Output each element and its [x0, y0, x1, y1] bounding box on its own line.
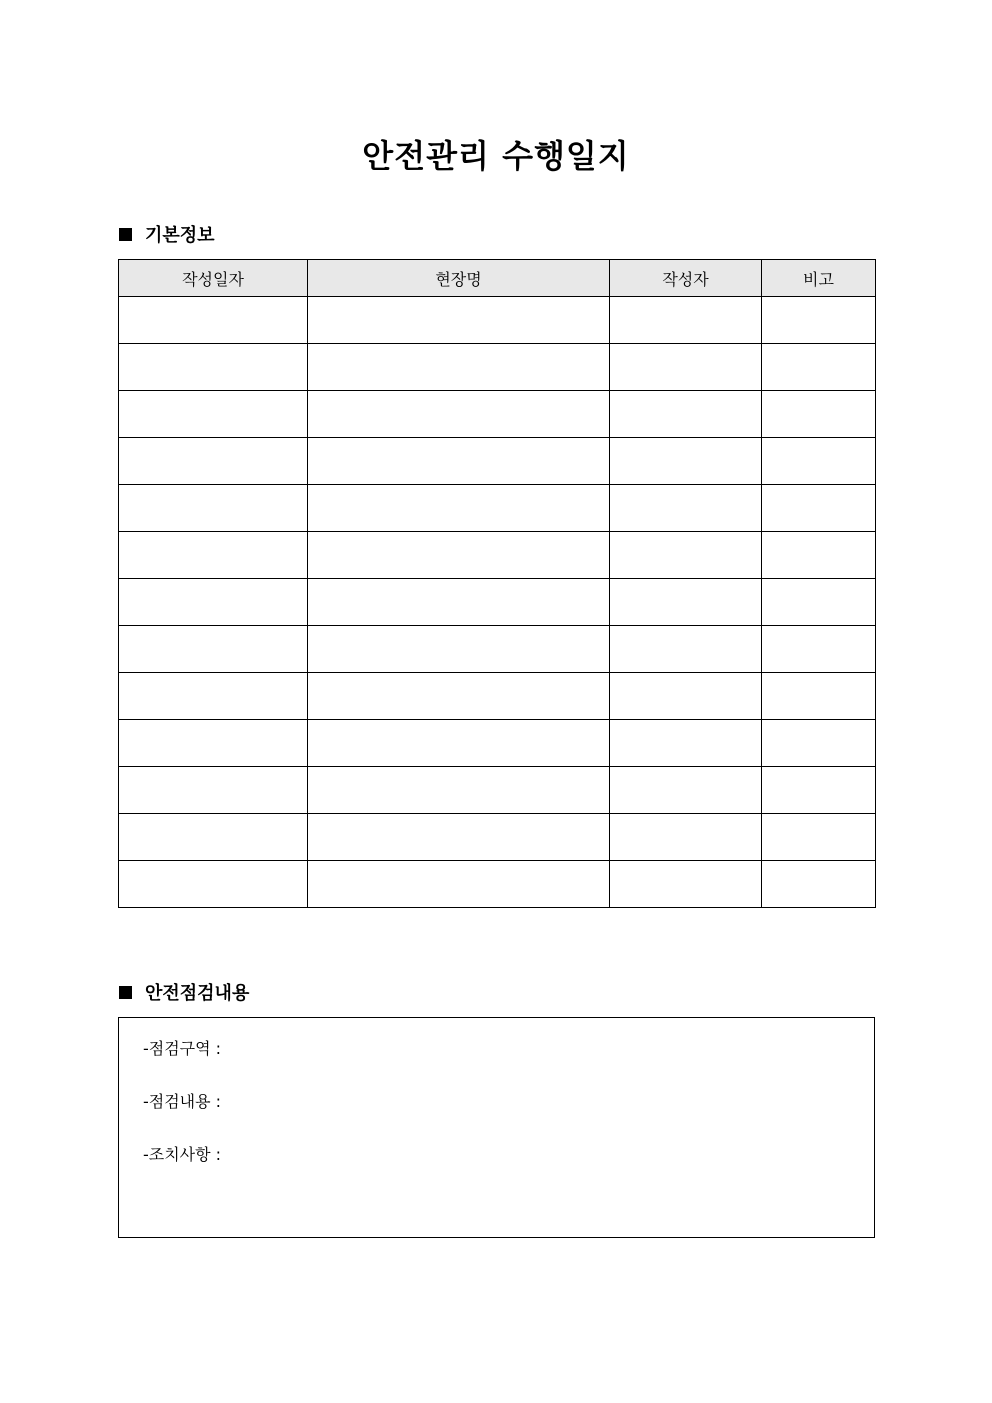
author-cell[interactable]: [610, 297, 762, 344]
date-cell[interactable]: [119, 485, 308, 532]
remarks-cell[interactable]: [762, 344, 876, 391]
inspection-content-field[interactable]: -점검내용 :: [143, 1092, 222, 1111]
site-name-cell[interactable]: [308, 391, 610, 438]
column-header-date: 작성일자: [119, 260, 308, 297]
remarks-cell[interactable]: [762, 814, 876, 861]
section-heading-label: 기본정보: [145, 225, 215, 246]
table-row: [119, 344, 876, 391]
column-header-author: 작성자: [610, 260, 762, 297]
author-cell[interactable]: [610, 532, 762, 579]
date-cell[interactable]: [119, 720, 308, 767]
table-row: [119, 767, 876, 814]
table-row: [119, 720, 876, 767]
date-cell[interactable]: [119, 391, 308, 438]
site-name-cell[interactable]: [308, 344, 610, 391]
site-name-cell[interactable]: [308, 485, 610, 532]
action-taken-field[interactable]: -조치사항 :: [143, 1145, 222, 1164]
remarks-cell[interactable]: [762, 438, 876, 485]
remarks-cell[interactable]: [762, 579, 876, 626]
author-cell[interactable]: [610, 391, 762, 438]
column-header-remarks: 비고: [762, 260, 876, 297]
remarks-cell[interactable]: [762, 391, 876, 438]
remarks-cell[interactable]: [762, 861, 876, 908]
site-name-cell[interactable]: [308, 579, 610, 626]
author-cell[interactable]: [610, 720, 762, 767]
safety-check-box: [118, 1017, 875, 1238]
site-name-cell[interactable]: [308, 297, 610, 344]
author-cell[interactable]: [610, 344, 762, 391]
author-cell[interactable]: [610, 861, 762, 908]
author-cell[interactable]: [610, 579, 762, 626]
table-row: [119, 391, 876, 438]
date-cell[interactable]: [119, 532, 308, 579]
author-cell[interactable]: [610, 438, 762, 485]
remarks-cell[interactable]: [762, 720, 876, 767]
author-cell[interactable]: [610, 673, 762, 720]
author-cell[interactable]: [610, 814, 762, 861]
author-cell[interactable]: [610, 626, 762, 673]
table-row: [119, 626, 876, 673]
black-square-icon: [119, 986, 132, 999]
remarks-cell[interactable]: [762, 485, 876, 532]
author-cell[interactable]: [610, 767, 762, 814]
inspection-area-field[interactable]: -점검구역 :: [143, 1039, 222, 1058]
table-header-row: [119, 260, 876, 297]
section-heading-safety-check: [119, 979, 249, 1005]
table-row: [119, 532, 876, 579]
date-cell[interactable]: [119, 626, 308, 673]
date-cell[interactable]: [119, 767, 308, 814]
date-cell[interactable]: [119, 814, 308, 861]
basic-info-table-body: [119, 297, 876, 908]
table-row: [119, 297, 876, 344]
remarks-cell[interactable]: [762, 767, 876, 814]
date-cell[interactable]: [119, 673, 308, 720]
table-row: [119, 438, 876, 485]
table-row: [119, 673, 876, 720]
date-cell[interactable]: [119, 438, 308, 485]
site-name-cell[interactable]: [308, 438, 610, 485]
author-cell[interactable]: [610, 485, 762, 532]
site-name-cell[interactable]: [308, 626, 610, 673]
site-name-cell[interactable]: [308, 814, 610, 861]
site-name-cell[interactable]: [308, 767, 610, 814]
date-cell[interactable]: [119, 579, 308, 626]
site-name-cell[interactable]: [308, 720, 610, 767]
remarks-cell[interactable]: [762, 673, 876, 720]
table-row: [119, 814, 876, 861]
date-cell[interactable]: [119, 344, 308, 391]
remarks-cell[interactable]: [762, 626, 876, 673]
site-name-cell[interactable]: [308, 532, 610, 579]
table-row: [119, 485, 876, 532]
column-header-site-name: 현장명: [308, 260, 610, 297]
section-heading-label: 안전점검내용: [145, 983, 250, 1004]
date-cell[interactable]: [119, 861, 308, 908]
black-square-icon: [119, 228, 132, 241]
date-cell[interactable]: [119, 297, 308, 344]
page-title: 안전관리 수행일지: [362, 137, 630, 175]
basic-info-table: [118, 259, 876, 908]
table-row: [119, 861, 876, 908]
table-row: [119, 579, 876, 626]
remarks-cell[interactable]: [762, 532, 876, 579]
section-heading-basic-info: [119, 221, 215, 247]
site-name-cell[interactable]: [308, 861, 610, 908]
remarks-cell[interactable]: [762, 297, 876, 344]
site-name-cell[interactable]: [308, 673, 610, 720]
